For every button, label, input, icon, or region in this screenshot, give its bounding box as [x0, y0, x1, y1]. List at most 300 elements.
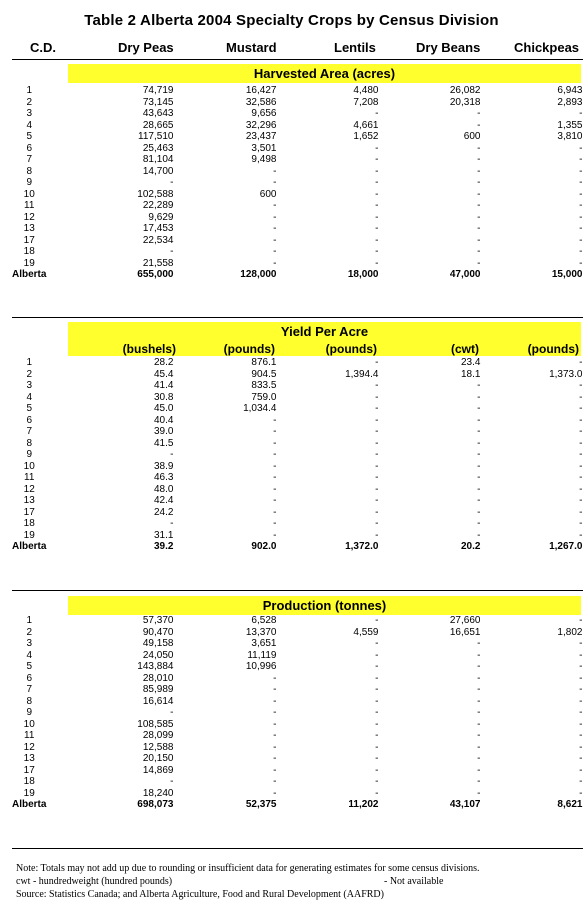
- unit-label-chickpeas: (pounds): [527, 342, 579, 356]
- table-row: [12, 730, 582, 742]
- value-cell: -: [273, 518, 277, 529]
- value-cell: 38.9: [153, 460, 174, 472]
- census-division-cell: 1: [26, 357, 32, 368]
- value-cell: -: [273, 483, 277, 495]
- table-row: [12, 707, 582, 719]
- value-cell: 45.0: [153, 403, 174, 414]
- value-cell: -: [579, 188, 583, 200]
- value-cell: -: [579, 246, 583, 257]
- value-cell: 3,501: [251, 142, 277, 154]
- value-cell: -: [477, 472, 481, 483]
- value-cell: 43,107: [449, 799, 481, 810]
- value-cell: -: [579, 518, 583, 529]
- census-division-cell: Alberta: [12, 799, 47, 810]
- table-row: [12, 484, 582, 496]
- value-cell: -: [477, 426, 481, 437]
- value-cell: -: [375, 177, 379, 188]
- section-band-production: [68, 596, 581, 615]
- value-cell: -: [579, 223, 583, 234]
- table-title: Table 2 Alberta 2004 Specialty Crops by Census Division: [84, 12, 499, 29]
- table-row: [12, 97, 582, 109]
- value-cell: -: [375, 787, 379, 799]
- yield-table: [12, 357, 582, 553]
- value-cell: 600: [463, 131, 481, 142]
- table-row: [12, 495, 582, 507]
- value-cell: 24.2: [153, 506, 174, 518]
- census-division-cell: 17: [23, 234, 35, 246]
- column-header-dry-beans: Dry Beans: [416, 40, 481, 55]
- value-cell: -: [375, 188, 379, 200]
- value-cell: 39.0: [153, 426, 174, 437]
- census-division-cell: 19: [23, 787, 35, 799]
- census-division-cell: 11: [24, 200, 35, 211]
- section-band-harvested-area: [68, 64, 581, 83]
- value-cell: -: [579, 695, 583, 707]
- section-title-yield: Yield Per Acre: [280, 324, 369, 339]
- value-cell: -: [579, 211, 583, 223]
- value-cell: 600: [259, 188, 277, 200]
- census-division-cell: 18: [23, 246, 35, 257]
- value-cell: -: [579, 414, 583, 426]
- note-not-available: - Not available: [384, 876, 444, 887]
- table-row: [12, 661, 582, 673]
- value-cell: -: [579, 142, 583, 154]
- value-cell: 57,370: [142, 615, 174, 626]
- census-division-cell: 7: [26, 684, 32, 695]
- column-header-lentils: Lentils: [334, 40, 376, 55]
- value-cell: -: [375, 437, 379, 449]
- value-cell: 16,427: [245, 85, 277, 96]
- value-cell: 20.2: [460, 541, 481, 552]
- value-cell: -: [375, 165, 379, 177]
- census-division-cell: 7: [26, 426, 32, 437]
- value-cell: -: [477, 661, 481, 672]
- table-row: [12, 438, 582, 450]
- value-cell: -: [579, 718, 583, 730]
- value-cell: -: [579, 108, 583, 119]
- value-cell: -: [579, 495, 583, 506]
- census-division-cell: 10: [23, 718, 35, 730]
- value-cell: -: [273, 234, 277, 246]
- value-cell: -: [477, 483, 481, 495]
- harvested-area-table: [12, 85, 582, 281]
- table-row: [12, 472, 582, 484]
- value-cell: -: [375, 649, 379, 661]
- value-cell: 4,559: [353, 626, 379, 638]
- table-row: [12, 177, 582, 189]
- value-cell: -: [477, 165, 481, 177]
- census-division-cell: 8: [26, 695, 32, 707]
- value-cell: 49,158: [142, 638, 174, 649]
- value-cell: -: [579, 638, 583, 649]
- value-cell: 9,498: [251, 154, 277, 165]
- value-cell: -: [477, 257, 481, 269]
- value-cell: -: [477, 188, 481, 200]
- table-row: [12, 212, 582, 224]
- table-row: [12, 753, 582, 765]
- value-cell: -: [375, 460, 379, 472]
- value-cell: -: [477, 460, 481, 472]
- value-cell: -: [375, 223, 379, 234]
- unit-label-dry-peas: (bushels): [122, 342, 176, 356]
- value-cell: -: [375, 741, 379, 753]
- value-cell: -: [579, 707, 583, 718]
- value-cell: 128,000: [240, 269, 277, 280]
- value-cell: 14,700: [142, 165, 174, 177]
- value-cell: 10,996: [245, 661, 277, 672]
- table-row: [12, 696, 582, 708]
- table-row: [12, 131, 582, 143]
- value-cell: -: [579, 460, 583, 472]
- value-cell: 698,073: [137, 799, 174, 810]
- table-row: [12, 776, 582, 788]
- value-cell: -: [579, 257, 583, 269]
- table-row: [12, 638, 582, 650]
- value-cell: 833.5: [251, 380, 277, 391]
- value-cell: 22,534: [142, 234, 174, 246]
- value-cell: -: [273, 764, 277, 776]
- table-row: [12, 518, 582, 530]
- value-cell: -: [273, 495, 277, 506]
- column-header-cd: C.D.: [30, 40, 56, 55]
- census-division-cell: 18: [23, 776, 35, 787]
- census-division-cell: 5: [26, 131, 32, 142]
- census-division-cell: 4: [26, 119, 32, 131]
- value-cell: 48.0: [153, 483, 174, 495]
- value-cell: 6,528: [251, 615, 277, 626]
- value-cell: -: [375, 211, 379, 223]
- value-cell: -: [170, 177, 174, 188]
- value-cell: -: [273, 776, 277, 787]
- value-cell: -: [477, 787, 481, 799]
- column-header-dry-peas: Dry Peas: [118, 40, 174, 55]
- value-cell: -: [375, 518, 379, 529]
- value-cell: -: [375, 357, 379, 368]
- value-cell: -: [375, 257, 379, 269]
- note-source: Source: Statistics Canada; and Alberta Agriculture, Food and Rural Development (AAFRD): [16, 889, 384, 900]
- census-division-cell: 3: [26, 380, 32, 391]
- value-cell: -: [477, 414, 481, 426]
- value-cell: 11,202: [348, 799, 379, 810]
- census-division-cell: 2: [26, 96, 32, 108]
- value-cell: 24,050: [142, 649, 174, 661]
- census-division-cell: 1: [26, 615, 32, 626]
- value-cell: -: [273, 672, 277, 684]
- value-cell: -: [477, 437, 481, 449]
- census-division-cell: 9: [26, 707, 32, 718]
- value-cell: -: [375, 506, 379, 518]
- value-cell: 9,629: [148, 211, 174, 223]
- value-cell: -: [375, 672, 379, 684]
- value-cell: -: [477, 529, 481, 541]
- value-cell: 1,267.0: [549, 541, 583, 552]
- value-cell: 18,000: [347, 269, 379, 280]
- value-cell: -: [579, 730, 583, 741]
- header-rule: [12, 59, 583, 60]
- value-cell: -: [477, 142, 481, 154]
- value-cell: -: [273, 246, 277, 257]
- value-cell: -: [477, 154, 481, 165]
- value-cell: 27,660: [449, 615, 481, 626]
- value-cell: 30.8: [153, 391, 174, 403]
- table-row: [12, 507, 582, 519]
- value-cell: -: [477, 684, 481, 695]
- value-cell: -: [579, 165, 583, 177]
- column-header-row: [0, 40, 583, 58]
- value-cell: -: [375, 718, 379, 730]
- census-division-cell: 6: [26, 142, 32, 154]
- census-division-cell: 8: [26, 165, 32, 177]
- value-cell: -: [375, 661, 379, 672]
- value-cell: -: [579, 403, 583, 414]
- table-row: [12, 380, 582, 392]
- value-cell: 876.1: [251, 357, 277, 368]
- census-division-cell: 5: [26, 661, 32, 672]
- value-cell: -: [273, 506, 277, 518]
- value-cell: -: [579, 391, 583, 403]
- value-cell: 1,372.0: [345, 541, 379, 552]
- table-row: [12, 223, 582, 235]
- value-cell: 41.5: [153, 437, 174, 449]
- column-header-chickpeas: Chickpeas: [514, 40, 580, 55]
- section-rule-3: [12, 848, 583, 849]
- value-cell: -: [273, 414, 277, 426]
- value-cell: -: [579, 672, 583, 684]
- table-row: [12, 415, 582, 427]
- total-row: [12, 541, 582, 553]
- value-cell: 23.4: [460, 357, 481, 368]
- value-cell: -: [273, 753, 277, 764]
- census-division-cell: 6: [26, 672, 32, 684]
- table-row: [12, 449, 582, 461]
- census-division-cell: 4: [26, 649, 32, 661]
- census-division-cell: 1: [26, 85, 32, 96]
- census-division-cell: 8: [26, 437, 32, 449]
- value-cell: 41.4: [153, 380, 174, 391]
- value-cell: 47,000: [449, 269, 481, 280]
- table-row: [12, 627, 582, 639]
- column-header-mustard: Mustard: [226, 40, 277, 55]
- value-cell: -: [375, 403, 379, 414]
- value-cell: -: [477, 223, 481, 234]
- value-cell: -: [579, 426, 583, 437]
- value-cell: -: [273, 529, 277, 541]
- value-cell: -: [477, 741, 481, 753]
- value-cell: 22,289: [142, 200, 174, 211]
- census-division-cell: 12: [23, 211, 35, 223]
- value-cell: -: [375, 529, 379, 541]
- value-cell: -: [273, 437, 277, 449]
- value-cell: -: [375, 142, 379, 154]
- value-cell: -: [579, 449, 583, 460]
- value-cell: 21,558: [142, 257, 174, 269]
- table-row: [12, 85, 582, 97]
- value-cell: -: [375, 764, 379, 776]
- value-cell: -: [579, 506, 583, 518]
- value-cell: 117,510: [138, 131, 174, 142]
- value-cell: -: [579, 234, 583, 246]
- value-cell: 1,394.4: [345, 368, 379, 380]
- table-row: [12, 120, 582, 132]
- census-division-cell: Alberta: [12, 269, 47, 280]
- value-cell: 39.2: [153, 541, 174, 552]
- value-cell: -: [477, 695, 481, 707]
- census-division-cell: 9: [26, 449, 32, 460]
- note-rounding: Note: Totals may not add up due to rounding or insufficient data for generating estimates for some census divisions.: [16, 863, 480, 874]
- census-division-cell: 13: [23, 495, 35, 506]
- value-cell: 90,470: [142, 626, 174, 638]
- value-cell: -: [579, 615, 583, 626]
- table-row: [12, 392, 582, 404]
- value-cell: -: [273, 165, 277, 177]
- value-cell: 46.3: [153, 472, 174, 483]
- value-cell: -: [375, 234, 379, 246]
- value-cell: -: [579, 787, 583, 799]
- table-row: [12, 673, 582, 685]
- value-cell: 43,643: [142, 108, 174, 119]
- value-cell: -: [375, 684, 379, 695]
- value-cell: 15,000: [551, 269, 583, 280]
- census-division-cell: Alberta: [12, 541, 47, 552]
- value-cell: -: [375, 449, 379, 460]
- value-cell: 759.0: [251, 391, 277, 403]
- value-cell: 8,621: [557, 799, 583, 810]
- table-row: [12, 235, 582, 247]
- table-row: [12, 258, 582, 270]
- value-cell: -: [579, 437, 583, 449]
- value-cell: 31.1: [153, 529, 174, 541]
- value-cell: -: [477, 403, 481, 414]
- value-cell: -: [273, 223, 277, 234]
- census-division-cell: 13: [23, 753, 35, 764]
- table-row: [12, 530, 582, 542]
- value-cell: 20,318: [449, 96, 481, 108]
- table-row: [12, 742, 582, 754]
- value-cell: -: [477, 108, 481, 119]
- value-cell: 45.4: [153, 368, 174, 380]
- value-cell: 6,943: [557, 85, 583, 96]
- value-cell: 18.1: [460, 368, 481, 380]
- value-cell: -: [273, 200, 277, 211]
- unit-label-dry-beans: (cwt): [451, 342, 479, 356]
- value-cell: 25,463: [142, 142, 174, 154]
- value-cell: -: [375, 200, 379, 211]
- total-row: [12, 269, 582, 281]
- value-cell: -: [375, 154, 379, 165]
- census-division-cell: 2: [26, 626, 32, 638]
- value-cell: 26,082: [449, 85, 481, 96]
- table-row: [12, 719, 582, 731]
- value-cell: -: [273, 449, 277, 460]
- value-cell: 81,104: [142, 154, 174, 165]
- value-cell: 7,208: [353, 96, 379, 108]
- census-division-cell: 11: [24, 472, 35, 483]
- value-cell: -: [477, 234, 481, 246]
- note-legend-row: [16, 875, 480, 888]
- value-cell: 902.0: [251, 541, 277, 552]
- value-cell: -: [477, 672, 481, 684]
- table-row: [12, 788, 582, 800]
- value-cell: -: [375, 638, 379, 649]
- value-cell: -: [579, 472, 583, 483]
- table-row: [12, 650, 582, 662]
- value-cell: 102,588: [137, 188, 174, 200]
- value-cell: -: [477, 211, 481, 223]
- census-division-cell: 12: [23, 741, 35, 753]
- census-division-cell: 3: [26, 108, 32, 119]
- value-cell: -: [273, 787, 277, 799]
- table-row: [12, 108, 582, 120]
- value-cell: -: [375, 246, 379, 257]
- census-division-cell: 5: [26, 403, 32, 414]
- section-rule-1: [12, 317, 583, 318]
- value-cell: 13,370: [245, 626, 277, 638]
- value-cell: -: [477, 449, 481, 460]
- value-cell: -: [273, 177, 277, 188]
- table-row: [12, 189, 582, 201]
- value-cell: -: [375, 426, 379, 437]
- value-cell: -: [579, 357, 583, 368]
- value-cell: 12,588: [142, 741, 174, 753]
- census-division-cell: 4: [26, 391, 32, 403]
- census-division-cell: 2: [26, 368, 32, 380]
- table-row: [12, 403, 582, 415]
- value-cell: -: [579, 200, 583, 211]
- value-cell: -: [273, 472, 277, 483]
- value-cell: -: [170, 246, 174, 257]
- value-cell: -: [375, 380, 379, 391]
- table-row: [12, 246, 582, 258]
- census-division-cell: 7: [26, 154, 32, 165]
- table-row: [12, 461, 582, 473]
- section-rule-2: [12, 590, 583, 591]
- value-cell: 655,000: [137, 269, 174, 280]
- value-cell: -: [273, 211, 277, 223]
- value-cell: 9,656: [251, 108, 277, 119]
- section-title-production: Production (tonnes): [262, 598, 387, 613]
- value-cell: 1,802: [557, 626, 583, 638]
- census-division-cell: 18: [23, 518, 35, 529]
- value-cell: -: [375, 776, 379, 787]
- value-cell: -: [375, 414, 379, 426]
- value-cell: 1,034.4: [243, 403, 277, 414]
- value-cell: -: [375, 495, 379, 506]
- value-cell: -: [375, 695, 379, 707]
- value-cell: 4,480: [353, 85, 379, 96]
- value-cell: 1,652: [353, 131, 379, 142]
- value-cell: -: [170, 449, 174, 460]
- value-cell: -: [477, 764, 481, 776]
- value-cell: -: [477, 391, 481, 403]
- value-cell: 20,150: [142, 753, 174, 764]
- value-cell: -: [477, 506, 481, 518]
- value-cell: -: [170, 707, 174, 718]
- value-cell: 11,119: [247, 649, 277, 661]
- unit-label-lentils: (pounds): [325, 342, 377, 356]
- value-cell: -: [477, 177, 481, 188]
- table-row: [12, 615, 582, 627]
- value-cell: -: [579, 661, 583, 672]
- value-cell: -: [273, 684, 277, 695]
- value-cell: -: [375, 707, 379, 718]
- value-cell: 1,355: [557, 119, 583, 131]
- value-cell: -: [579, 684, 583, 695]
- value-cell: -: [477, 776, 481, 787]
- value-cell: 52,375: [245, 799, 277, 810]
- value-cell: 85,989: [142, 684, 174, 695]
- table-row: [12, 357, 582, 369]
- value-cell: -: [375, 753, 379, 764]
